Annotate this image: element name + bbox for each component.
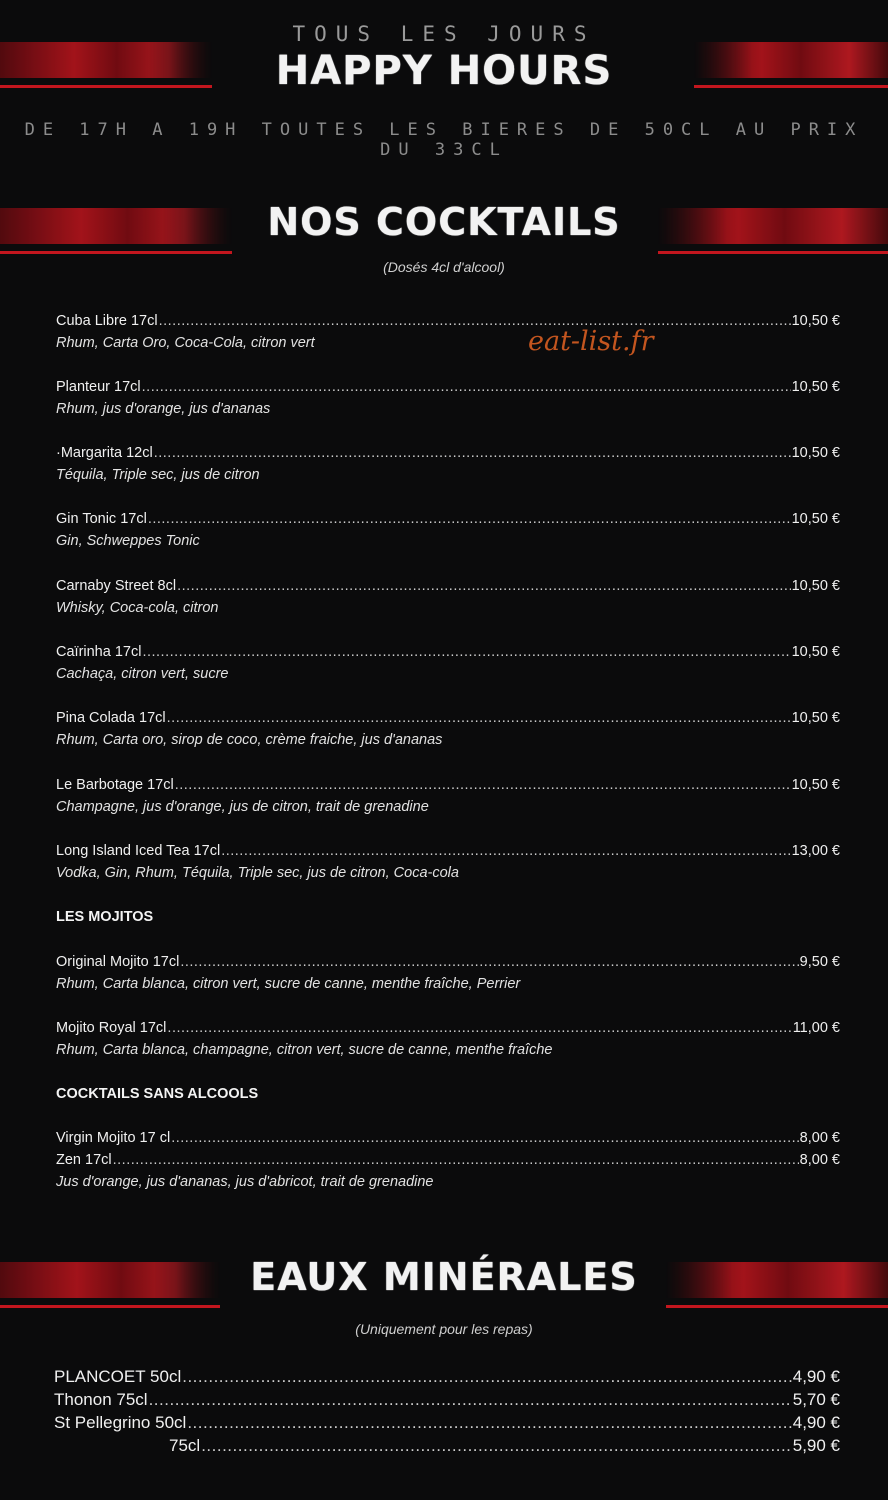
item-price: 10,50 € bbox=[791, 710, 840, 726]
item-price: 11,00 € bbox=[792, 1020, 840, 1036]
item-description: Cachaça, citron vert, sucre bbox=[56, 666, 229, 682]
item-price: 13,00 € bbox=[791, 843, 840, 859]
item-price: 4,90 € bbox=[792, 1367, 840, 1386]
item-description: Rhum, jus d'orange, jus d'ananas bbox=[56, 401, 271, 417]
eaux-list bbox=[54, 1367, 840, 1459]
item-description: Rhum, Carta oro, sirop de coco, crème fraiche, jus d'ananas bbox=[56, 732, 443, 748]
menu-item bbox=[56, 1020, 840, 1058]
mojitos-heading: LES MOJITOS bbox=[56, 909, 154, 925]
menu-item bbox=[56, 954, 840, 992]
item-name: Caïrinha 17cl bbox=[56, 644, 142, 660]
item-description: Rhum, Carta blanca, citron vert, sucre de canne, menthe fraîche, Perrier bbox=[56, 976, 521, 992]
menu-item bbox=[54, 1390, 840, 1413]
menu-item bbox=[56, 1152, 840, 1190]
item-description: Téquila, Triple sec, jus de citron bbox=[56, 467, 260, 483]
item-description: Gin, Schweppes Tonic bbox=[56, 533, 200, 549]
menu-item bbox=[56, 644, 840, 682]
item-description: Rhum, Carta blanca, champagne, citron vert, sucre de canne, menthe fraîche bbox=[56, 1042, 553, 1058]
item-name: ·Margarita 12cl bbox=[56, 445, 153, 461]
item-name: Mojito Royal 17cl bbox=[56, 1020, 167, 1036]
menu-item bbox=[54, 1367, 840, 1390]
happy-hours-title: HAPPY HOURS bbox=[275, 48, 613, 94]
item-name: St Pellegrino 50cl bbox=[54, 1413, 187, 1432]
item-name: 75cl bbox=[169, 1436, 201, 1455]
item-name: Zen 17cl bbox=[56, 1152, 112, 1168]
item-name: Cuba Libre 17cl bbox=[56, 313, 158, 329]
item-price: 5,90 € bbox=[792, 1436, 840, 1455]
item-description: Champagne, jus d'orange, jus de citron, trait de grenadine bbox=[56, 799, 429, 815]
menu-item bbox=[56, 379, 840, 417]
item-price: 10,50 € bbox=[791, 313, 840, 329]
item-price: 5,70 € bbox=[792, 1390, 840, 1409]
item-price: 8,00 € bbox=[799, 1130, 840, 1146]
item-price: 10,50 € bbox=[791, 777, 840, 793]
menu-item bbox=[56, 578, 840, 616]
eaux-title: EAUX MINÉRALES bbox=[250, 1255, 638, 1299]
item-name: Carnaby Street 8cl bbox=[56, 578, 177, 594]
watermark-text: eat-list.fr bbox=[528, 326, 654, 357]
cocktails-note: (Dosés 4cl d'alcool) bbox=[383, 259, 505, 275]
item-price: 4,90 € bbox=[792, 1413, 840, 1432]
item-name: Pina Colada 17cl bbox=[56, 710, 166, 726]
menu-item bbox=[54, 1436, 840, 1459]
cocktails-title: NOS COCKTAILS bbox=[267, 200, 621, 244]
item-price: 9,50 € bbox=[799, 954, 840, 970]
item-name: Planteur 17cl bbox=[56, 379, 141, 395]
sans-alcool-heading: COCKTAILS SANS ALCOOLS bbox=[56, 1086, 259, 1102]
item-price: 10,50 € bbox=[791, 445, 840, 461]
menu-item bbox=[56, 313, 840, 351]
menu-item bbox=[56, 777, 840, 815]
item-name: Original Mojito 17cl bbox=[56, 954, 180, 970]
item-price: 8,00 € bbox=[799, 1152, 840, 1168]
menu-item bbox=[56, 511, 840, 549]
item-price: 10,50 € bbox=[791, 511, 840, 527]
item-description: Jus d'orange, jus d'ananas, jus d'abricot, trait de grenadine bbox=[56, 1174, 434, 1190]
item-price: 10,50 € bbox=[791, 644, 840, 660]
menu-item bbox=[56, 1130, 840, 1150]
menu-item bbox=[56, 445, 840, 483]
item-price: 10,50 € bbox=[791, 379, 840, 395]
item-name: Virgin Mojito 17 cl bbox=[56, 1130, 171, 1146]
item-description: Whisky, Coca-cola, citron bbox=[56, 600, 219, 616]
item-name: Long Island Iced Tea 17cl bbox=[56, 843, 221, 859]
item-description: Rhum, Carta Oro, Coca-Cola, citron vert bbox=[56, 335, 315, 351]
menu-item bbox=[56, 710, 840, 748]
item-description: Vodka, Gin, Rhum, Téquila, Triple sec, jus de citron, Coca-cola bbox=[56, 865, 459, 881]
eaux-note: (Uniquement pour les repas) bbox=[355, 1321, 533, 1337]
item-name: PLANCOET 50cl bbox=[54, 1367, 182, 1386]
menu-item bbox=[54, 1413, 840, 1436]
menu-item bbox=[56, 843, 840, 881]
happy-hours-subtitle: TOUS LES JOURS bbox=[292, 22, 596, 46]
happy-hours-note: DE 17H A 19H TOUTES LES BIERES DE 50CL AU PRIX DU 33CL bbox=[24, 120, 864, 160]
item-name: Gin Tonic 17cl bbox=[56, 511, 147, 527]
item-name: Le Barbotage 17cl bbox=[56, 777, 174, 793]
item-price: 10,50 € bbox=[791, 578, 840, 594]
item-name: Thonon 75cl bbox=[54, 1390, 148, 1409]
